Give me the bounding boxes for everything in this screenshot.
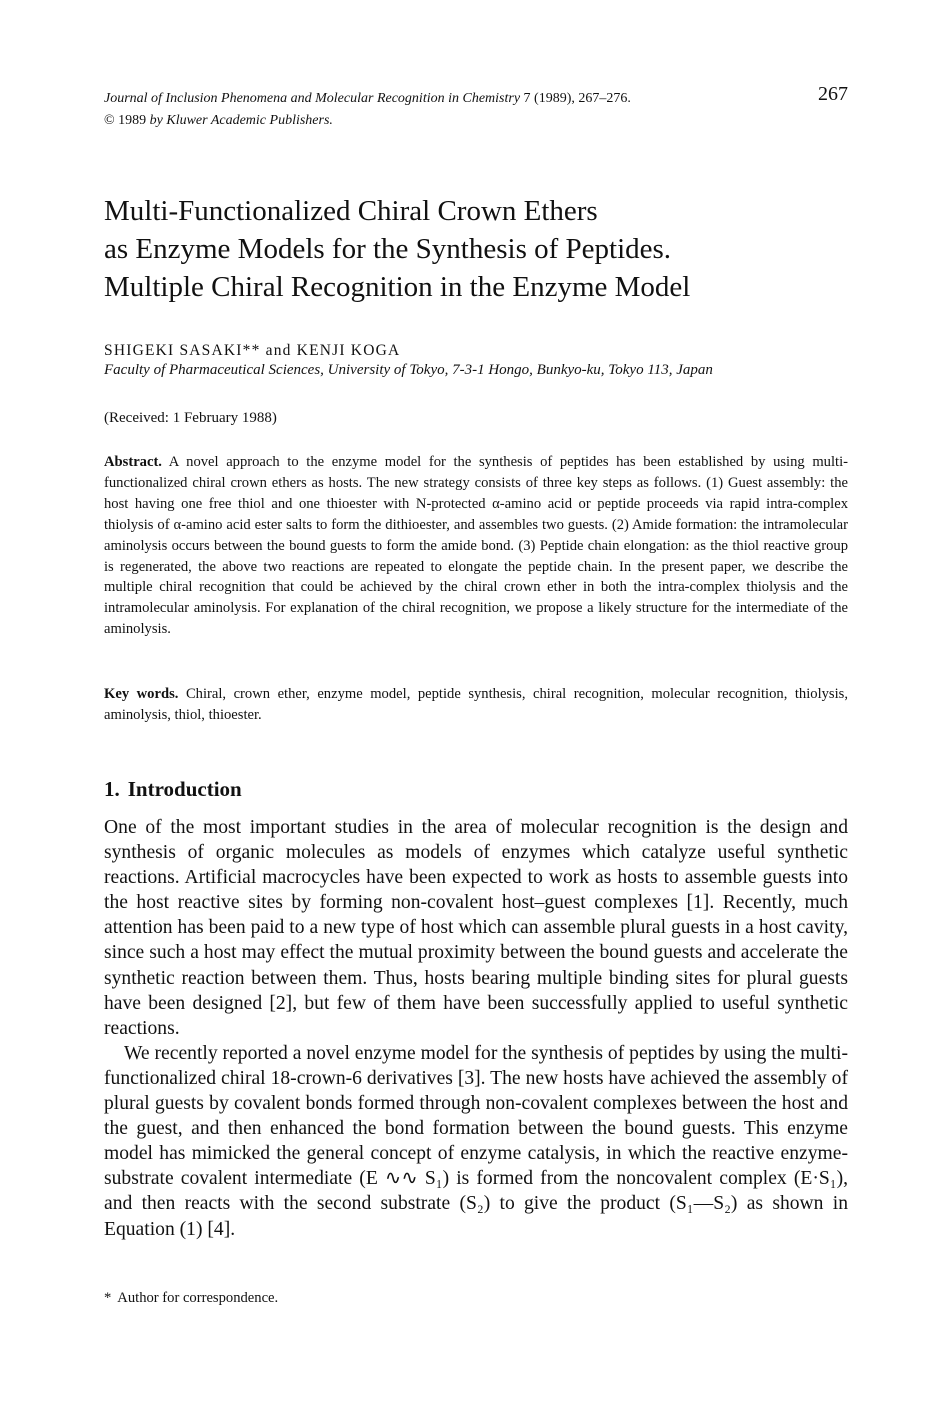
intro-paragraph-2: We recently reported a novel enzyme model for the synthesis of peptides by using the multi-functionalized chiral 18-crown-6 derivatives [3]. The new hosts have achieved the assembly of plural guests by covalent bonds formed through non-covalent complexes between the host and the guest, and then enhanced the bond formation between the bound guests. This enzyme model has mimicked the general concept of enzyme catalysis, in which the reactive enzyme-substrate covalent intermediate (E ∿∿ S₁) is formed from the noncovalent complex (E·S₁), and then reacts with the second substrate (S₂) to give the product (S₁—S₂) as shown in Equation (1) [4]. xyxy=(104,1042,848,1240)
author-affiliation: Faculty of Pharmaceutical Sciences, University of Tokyo, 7-3-1 Hongo, Bunkyo-ku, Tokyo 113, Japan xyxy=(104,362,713,378)
copyright-line xyxy=(104,110,744,132)
paper-title xyxy=(104,192,864,306)
footnote-text: Author for correspondence. xyxy=(117,1290,279,1306)
journal-name: Journal of Inclusion Phenomena and Molecular Recognition in Chemistry xyxy=(104,91,521,106)
title-line: Multiple Chiral Recognition in the Enzyme Model xyxy=(104,271,691,303)
journal-citation-line xyxy=(104,88,744,110)
introduction-body xyxy=(104,815,848,1242)
abstract-text: A novel approach to the enzyme model for the synthesis of peptides has been established by using multi-functionalized chiral crown ethers as hosts. The new strategy consists of three key steps as follows. (1) Guest assembly: the host having one free thiol and one thioester with N-protected α-amino acid or peptide proceeds via rapid intra-complex thiolysis of α-amino acid ester salts to form the dithioester, and assembles two guests. (2) Amide formation: the intramolecular aminolysis occurs between the bound guests to form the amide bond. (3) Peptide chain elongation: as the thiol reactive group is regenerated, the above two reactions are repeated to elongate the peptide chain. In the present paper, we describe the multiple chiral recognition that could be achieved by the chiral crown ether in both the intra-complex thiolysis and the intramolecular aminolysis. For explanation of the chiral recognition, we propose a likely structure for the intermediate of the aminolysis. xyxy=(104,454,848,638)
title-line: Multi-Functionalized Chiral Crown Ethers xyxy=(104,195,598,227)
journal-volume: 7 xyxy=(523,91,531,106)
copyright-year: 1989 xyxy=(118,113,147,128)
footnote xyxy=(104,1287,278,1309)
journal-pages: (1989), 267–276. xyxy=(534,91,631,106)
copyright-icon: © xyxy=(104,113,115,128)
section-number: 1. xyxy=(104,777,120,801)
author-list: SHIGEKI SASAKI** and KENJI KOGA xyxy=(104,342,401,359)
keywords-text: Chiral, crown ether, enzyme model, peptide synthesis, chiral recognition, molecular recognition, thiolysis, aminolysis, thiol, thioester. xyxy=(104,686,848,723)
abstract xyxy=(104,452,848,640)
section-heading-introduction xyxy=(104,774,242,804)
section-title: Introduction xyxy=(127,777,242,801)
abstract-label: Abstract. xyxy=(104,454,162,470)
keywords xyxy=(104,684,848,726)
received-date: (Received: 1 February 1988) xyxy=(104,410,277,426)
page-number: 267 xyxy=(818,83,848,105)
title-line: as Enzyme Models for the Synthesis of Peptides. xyxy=(104,233,672,265)
journal-header xyxy=(104,88,744,132)
keywords-label: Key words. xyxy=(104,686,179,702)
intro-paragraph-1: One of the most important studies in the area of molecular recognition is the design and synthesis of organic molecules as models of enzymes which catalyze useful synthetic reactions. Artificial macrocycles have been expected to work as hosts to assemble guests into the host reactive sites by forming non-covalent host–guest complexes [1]. Recently, much attention has been paid to a new type of host which can assemble plural guests in a host cavity, since such a host may effect the mutual proximity between the bound guests and accelerate the synthetic reaction between them. Thus, hosts bearing multiple binding sites for plural guests have been designed [2], but few of them have been successfully applied to useful synthetic reactions. xyxy=(104,817,848,1039)
footnote-asterisk-icon: * xyxy=(104,1290,112,1306)
publisher-name: by Kluwer Academic Publishers. xyxy=(149,113,333,128)
